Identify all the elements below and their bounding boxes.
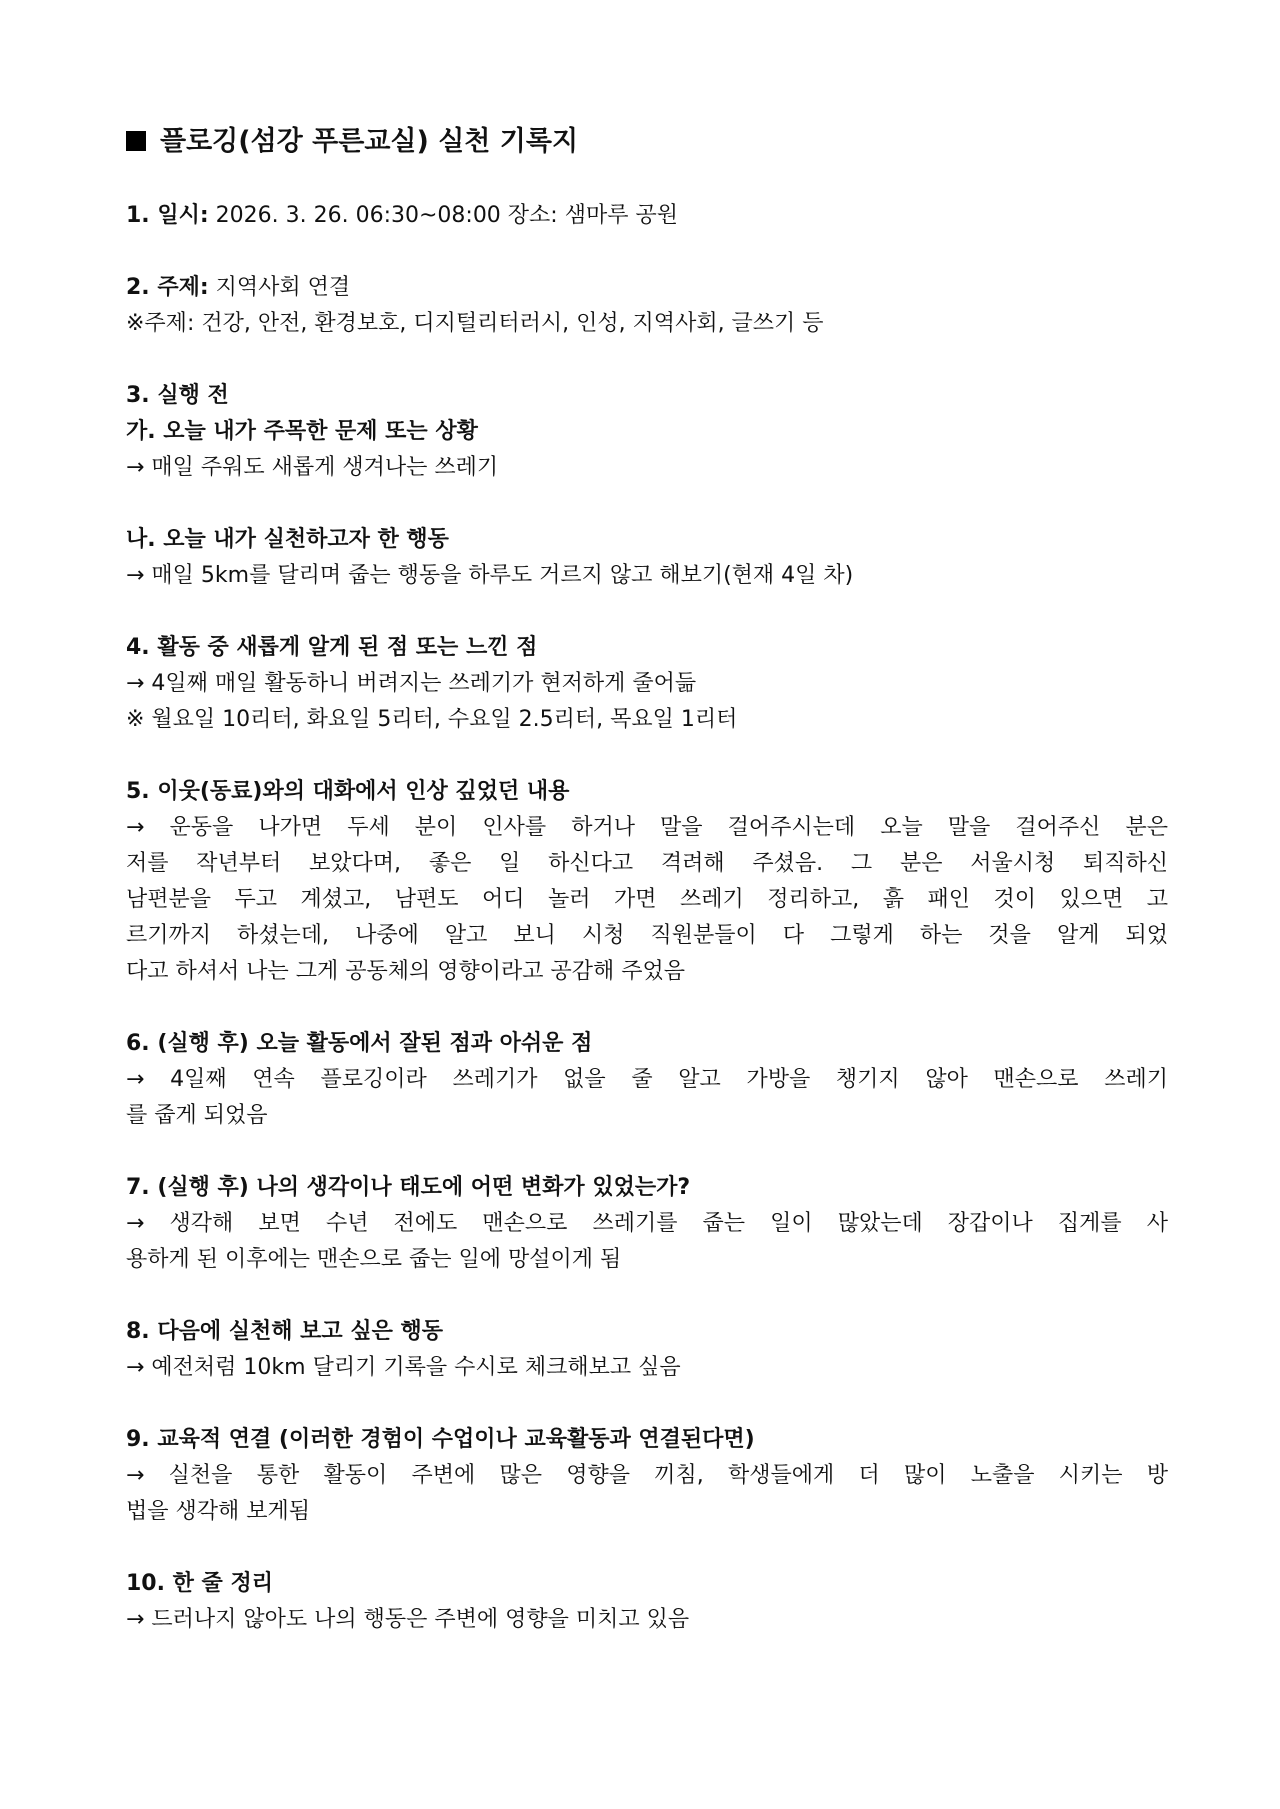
section-4-heading: 4. 활동 중 새롭게 알게 된 점 또는 느낀 점: [126, 635, 538, 660]
section-6-line: 를 줍게 되었음: [126, 1103, 268, 1128]
document-page: [126, 122, 1168, 1638]
section-7-line: 용하게 된 이후에는 맨손으로 줍는 일에 망설이게 됨: [126, 1247, 622, 1272]
section-5-line: 저를 작년부터 보았다며, 좋은 일 하신다고 격려해 주셨음. 그 분은 서울시청 퇴직하신: [126, 851, 1168, 876]
section-4-line: ※ 월요일 10리터, 화요일 5리터, 수요일 2.5리터, 목요일 1리터: [126, 707, 738, 732]
section-5-line: 다고 하셔서 나는 그게 공동체의 영향이라고 공감해 주었음: [126, 959, 686, 984]
value: 2026. 3. 26. 06:30~08:00 장소: 샘마루 공원: [208, 203, 678, 228]
section-9-line: 법을 생각해 보게됨: [126, 1499, 311, 1524]
section-5-line: → 운동을 나가면 두세 분이 인사를 하거나 말을 걸어주시는데 오늘 말을 걸어주신 분은: [126, 815, 1168, 840]
section-10-line: → 드러나지 않아도 나의 행동은 주변에 영향을 미치고 있음: [126, 1607, 690, 1632]
section-5-line: 르기까지 하셨는데, 나중에 알고 보니 시청 직원분들이 다 그렇게 하는 것을 알게 되었: [126, 923, 1168, 948]
section-7-line: → 생각해 보면 수년 전에도 맨손으로 쓰레기를 줍는 일이 많았는데 장갑이나 집게를 사: [126, 1211, 1168, 1236]
section-7-heading: 7. (실행 후) 나의 생각이나 태도에 어떤 변화가 있었는가?: [126, 1175, 691, 1200]
section-3a-heading: 가. 오늘 내가 주목한 문제 또는 상황: [126, 419, 478, 444]
section-10-heading: 10. 한 줄 정리: [126, 1571, 273, 1596]
label: 2. 주제:: [126, 275, 209, 300]
section-6-line: → 4일째 연속 플로깅이라 쓰레기가 없을 줄 알고 가방을 챙기지 않아 맨손으로 쓰레기: [126, 1067, 1168, 1092]
section-9-heading: 9. 교육적 연결 (이러한 경험이 수업이나 교육활동과 연결된다면): [126, 1427, 755, 1452]
section-3-heading: 3. 실행 전: [126, 383, 229, 408]
section-6-heading: 6. (실행 후) 오늘 활동에서 잘된 점과 아쉬운 점: [126, 1031, 593, 1056]
title-text: 플로깅(섬강 푸른교실) 실천 기록지: [160, 126, 579, 157]
section-4-line: → 4일째 매일 활동하니 버려지는 쓰레기가 현저하게 줄어듦: [126, 671, 697, 696]
section-8-heading: 8. 다음에 실천해 보고 싶은 행동: [126, 1319, 443, 1344]
section-5-heading: 5. 이웃(동료)와의 대화에서 인상 깊었던 내용: [126, 779, 570, 804]
section-8-line: → 예전처럼 10km 달리기 기록을 수시로 체크해보고 싶음: [126, 1355, 681, 1380]
section-3b-heading: 나. 오늘 내가 실천하고자 한 행동: [126, 527, 449, 552]
section-3b-text: → 매일 5km를 달리며 줍는 행동을 하루도 거르지 않고 해보기(현재 4일 차): [126, 563, 854, 588]
value: 지역사회 연결: [208, 275, 351, 300]
section-3a-text: → 매일 주워도 새롭게 생겨나는 쓰레기: [126, 455, 499, 480]
label: 1. 일시:: [126, 203, 209, 228]
section-2-topic: [126, 270, 1168, 306]
section-1-datetime: [126, 198, 1168, 234]
black-square-bullet-icon: [126, 131, 146, 151]
section-5-line: 남편분을 두고 계셨고, 남편도 어디 놀러 가면 쓰레기 정리하고, 흙 패인 것이 있으면 고: [126, 887, 1168, 912]
document-title: [126, 122, 1168, 162]
topic-note: ※주제: 건강, 안전, 환경보호, 디지털리터러시, 인성, 지역사회, 글쓰기 등: [126, 311, 824, 336]
section-9-line: → 실천을 통한 활동이 주변에 많은 영향을 끼침, 학생들에게 더 많이 노출을 시키는 방: [126, 1463, 1168, 1488]
